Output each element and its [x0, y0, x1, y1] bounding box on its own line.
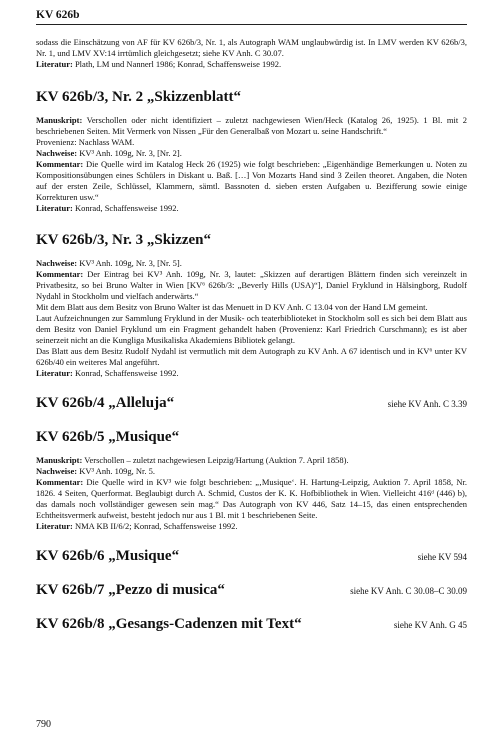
manuscript-note: Manuskript: Verschollen oder nicht identifiziert – zuletzt nachgewiesen Wien/Heck (Katalog 26, 1925). 1 Bl. mit 2 beschriebenen Seiten. Mit Vermerk von Nissen „Für den Generalbaß von Mozart u. seine Handschrift.“ [36, 115, 467, 136]
cross-reference: siehe KV Anh. G 45 [393, 620, 467, 630]
entry-title: KV 626b/5 „Musique“ [36, 429, 180, 445]
entry-626b-6 [36, 547, 467, 565]
page-number: 790 [36, 719, 51, 730]
intro-text: sodass die Einschätzung von AF für KV 626b/3, Nr. 1, als Autograph WAM unglaubwürdig ist. In LMV werden KV 626b/3, Nr. 1, und LMV XV:14 irrtümlich gleichgesetzt; siehe KV Anh. C 30.07. [36, 37, 467, 58]
entry-title: KV 626b/3, Nr. 2 „Skizzenblatt“ [36, 89, 242, 105]
kommentar-note: Kommentar: Der Eintrag bei KV³ Anh. 109g, Nr. 3, lautet: „Skizzen auf derartigen Blättern finden sich vereinzelt in Privatbesitz, so bei Bruno Walter in Wien [KV⁶ 626b/3: „Beverly Hills (USA)“], Daniel Fryklund in Hälsingborg, Rudolf Nydahl in Stockholm und vielfach anderwärts.“ [36, 269, 467, 301]
literature-note: Literatur: Konrad, Schaffensweise 1992. [36, 203, 179, 213]
entry-title: KV 626b/7 „Pezzo di musica“ [36, 582, 225, 598]
entry-626b-5 [36, 428, 467, 532]
cross-reference: siehe KV Anh. C 30.08–C 30.09 [350, 586, 467, 596]
page [36, 8, 467, 633]
provenance-note: Provenienz: Nachlass WAM. [36, 137, 135, 147]
kommentar-note: Kommentar: Die Quelle wird in KV³ wie folgt beschrieben: „‚Musique‘. H. Hartung-Leipzig, Auktion 7. April 1858, Nr. 1826. 4 Seiten, Querformat. Beglaubigt durch A. Schmid, Custos der K. K. Hofbibliothek in Wien. Vielleicht 416ᵈ (446) b), das damals noch vollständiger gewesen sein mag.“ Das Autograph von KV 446, Satz 14–15, das einen entsprechenden Echtheitsvermerk aufweist, besteht jedoch nur aus 1 Bl. mit 1 beschriebenen Seite. [36, 477, 467, 520]
intro-literature: Literatur: Plath, LM und Nannerl 1986; Konrad, Schaffensweise 1992. [36, 59, 282, 69]
entry-626b-7 [36, 581, 467, 599]
comment-paragraph: Mit dem Blatt aus dem Besitz von Bruno Walter ist das Menuett in D KV Anh. C 13.04 von der Hand LM gemeint. [36, 302, 428, 312]
cross-reference: siehe KV 594 [417, 552, 467, 562]
nachweise-note: Nachweise: KV³ Anh. 109g, Nr. 3, [Nr. 2]. [36, 148, 182, 158]
entry-title: KV 626b/4 „Alleluja“ [36, 395, 175, 411]
cross-reference: siehe KV Anh. C 3.39 [387, 399, 467, 409]
kommentar-note: Kommentar: Die Quelle wird im Katalog Heck 26 (1925) wie folgt beschrieben: „Eigenhändige Bemerkungen u. Noten zu Kompositionsübungen eines Schülers in Diskant u. Baß. […] Von Mozarts Hand sind 3 Zeilen theoret. Angaben, die Noten auf der ersten Zeile, Schlüssel, Klammern, sämtl. Bassnoten d. sieben ersten Aufgaben u. Bezifferung sowie einige Korrekturen usw.“ [36, 159, 467, 202]
entry-title: KV 626b/3, Nr. 3 „Skizzen“ [36, 232, 212, 248]
literature-note: Literatur: Konrad, Schaffensweise 1992. [36, 368, 179, 378]
manuscript-note: Manuskript: Verschollen – zuletzt nachgewiesen Leipzig/Hartung (Auktion 7. April 1858). [36, 455, 349, 465]
comment-paragraph: Laut Aufzeichnungen zur Sammlung Fryklund in der Musik- och teaterbiblioteket in Stockholm soll es sich bei dem Blatt aus dem Besitz von Daniel Fryklund um ein Fragment gehandelt haben (Provenienz: Karl Friedrich Curschmann); es ist aber seinerzeit nicht an die Kungliga Musikaliska Akademiens Bibliotek gelangt. [36, 313, 467, 345]
entry-626b-3-2 [36, 88, 467, 214]
entry-title: KV 626b/8 „Gesangs-Cadenzen mit Text“ [36, 616, 302, 632]
nachweise-note: Nachweise: KV³ Anh. 109g, Nr. 5. [36, 466, 155, 476]
entry-title: KV 626b/6 „Musique“ [36, 548, 180, 564]
entry-626b-8 [36, 615, 467, 633]
header-rule [36, 24, 467, 25]
running-head: KV 626b [36, 9, 80, 21]
entry-626b-4 [36, 394, 467, 412]
intro-block [36, 37, 467, 70]
literature-note: Literatur: NMA KB II/6/2; Konrad, Schaffensweise 1992. [36, 521, 238, 531]
comment-paragraph: Das Blatt aus dem Besitz Rudolf Nydahl ist vermutlich mit dem Autograph zu KV Anh. A 67 identisch und in KV⁶ unter KV 626b/40 ein weiteres Mal angeführt. [36, 346, 467, 367]
nachweise-note: Nachweise: KV³ Anh. 109g, Nr. 3, [Nr. 5]. [36, 258, 182, 268]
entry-626b-3-3 [36, 231, 467, 379]
